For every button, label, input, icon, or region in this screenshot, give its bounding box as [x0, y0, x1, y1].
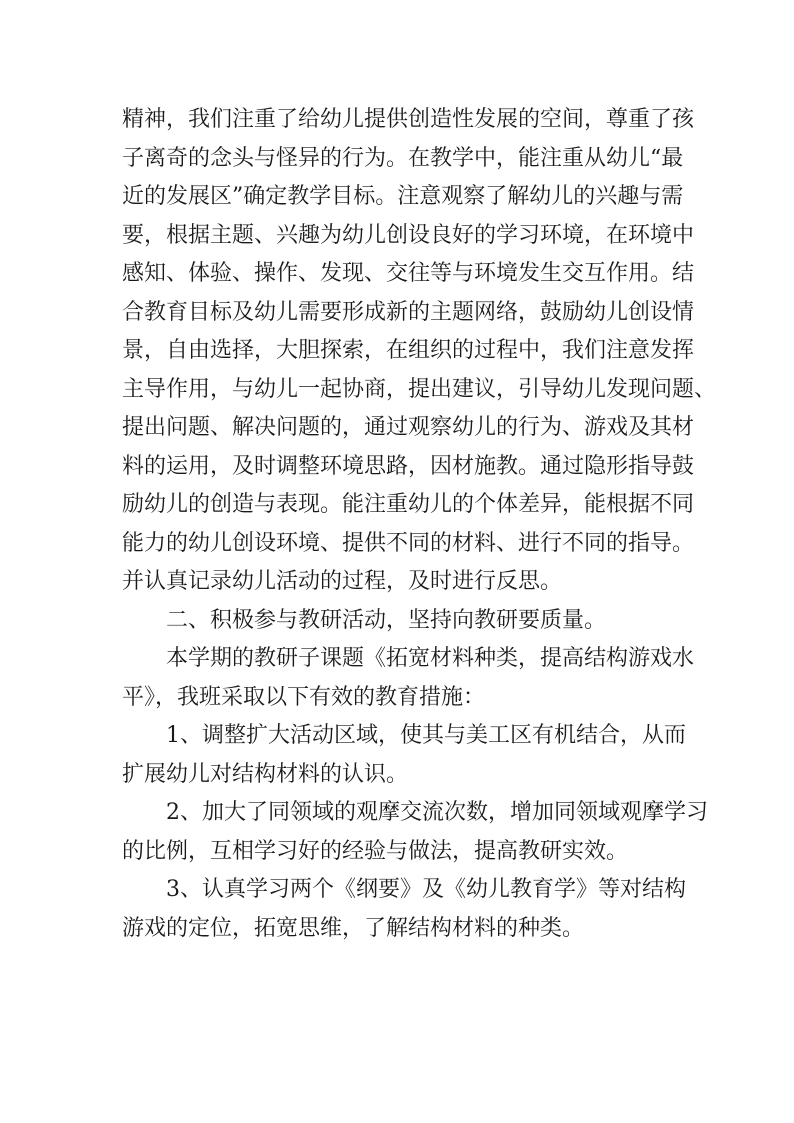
text-line: 游戏的定位，拓宽思维，了解结构材料的种类。 — [122, 915, 585, 941]
text-line: 的比例，互相学习好的经验与做法，提高教研实效。 — [122, 838, 629, 864]
text-line: 本学期的教研子课题《拓宽材料种类，提高结构游戏水 — [166, 646, 695, 671]
document-body — [122, 101, 717, 948]
text-line: 并认真记录幼儿活动的过程，及时进行反思。 — [122, 569, 563, 594]
list-item: 1、调整扩大活动区域，使其与美工区有机结合，从而 — [166, 723, 686, 748]
section-heading: 二、积极参与教研活动，坚持向教研要质量。 — [166, 607, 607, 633]
text-line: 平》，我班采取以下有效的教育措施： — [122, 684, 486, 710]
text-line: 料的运用，及时调整环境思路，因材施教。通过隐形指导鼓 — [122, 453, 695, 479]
text-line: 扩展幼儿对结构材料的认识。 — [122, 761, 409, 787]
text-line: 子离奇的念头与怪异的行为。在教学中，能注重从幼儿“最 — [122, 145, 684, 171]
text-line: 要，根据主题、兴趣为幼儿创设良好的学习环境，在环境中 — [122, 222, 695, 248]
text-line: 合教育目标及幼儿需要形成新的主题网络，鼓励幼儿创设情 — [122, 299, 695, 325]
text-line: 主导作用，与幼儿一起协商，提出建议，引导幼儿发现问题、 — [122, 376, 717, 402]
text-line: 能力的幼儿创设环境、提供不同的材料、进行不同的指导。 — [122, 530, 695, 556]
text-line: 精神，我们注重了给幼儿提供创造性发展的空间，尊重了孩 — [122, 107, 695, 132]
list-item: 3、认真学习两个《纲要》及《幼儿教育学》等对结构 — [166, 877, 686, 902]
list-item: 2、加大了同领域的观摩交流次数，增加同领域观摩学习 — [166, 800, 708, 825]
text-line: 提出问题、解决问题的，通过观察幼儿的行为、游戏及其材 — [122, 415, 695, 440]
text-line: 感知、体验、操作、发现、交往等与环境发生交互作用。结 — [122, 261, 695, 286]
text-line: 景，自由选择，大胆探索，在组织的过程中，我们注意发挥 — [122, 338, 695, 363]
text-line: 近的发展区”确定教学目标。注意观察了解幼儿的兴趣与需 — [122, 184, 684, 209]
text-line: 励幼儿的创造与表现。能注重幼儿的个体差异，能根据不同 — [122, 492, 695, 517]
